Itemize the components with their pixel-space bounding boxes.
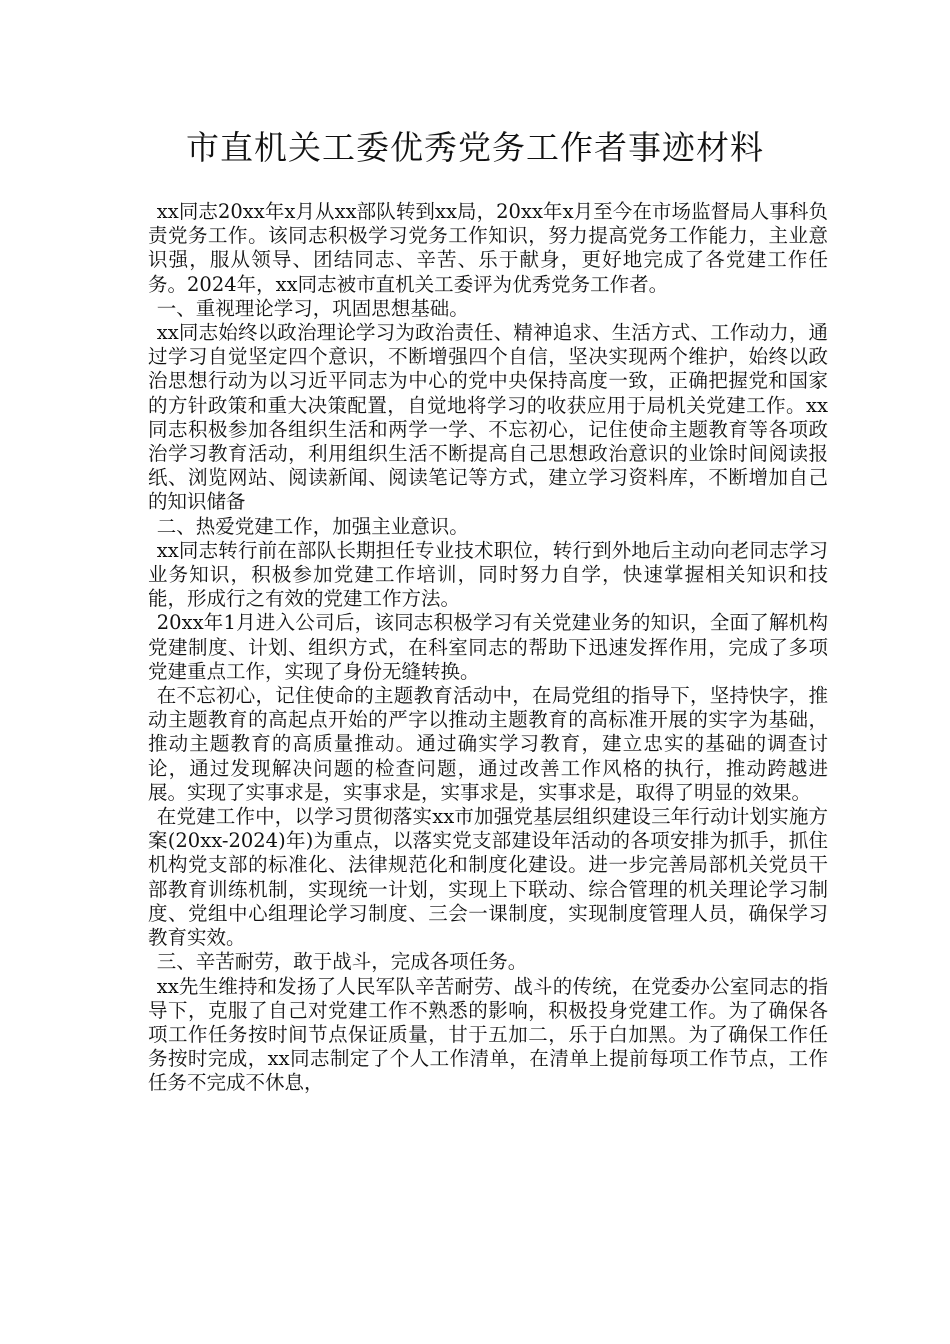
paragraph-party-building: 在党建工作中，以学习贯彻落实xx市加强党基层组织建设三年行动计划实施方案(20xx-2024)年)为重点，以落实党支部建设年活动的各项安排为抓手，抓住机构党支部的标准化、法律规范化和制度化建设。进一步完善局部机关党员干部教育训练机制，实现统一计划，实现上下联动、综合管理的机关理论学习制度、党组中心组理论学习制度、三会一课制度，实现制度管理人员，确保学习教育实效。 xyxy=(148,805,828,950)
paragraph-theory-study: xx同志始终以政治理论学习为政治责任、精神追求、生活方式、工作动力，通过学习自觉坚定四个意识，不断增强四个自信，坚决实现两个维护，始终以政治思想行动为以习近平同志为中心的党中央保持高度一致，正确把握党和国家的方针政策和重大决策配置，自觉地将学习的收获应用于局机关党建工作。xx同志积极参加各组织生活和两学一学、不忘初心，记住使命主题教育等各项政治学习教育活动，利用组织生活不断提高自己思想政治意识的业馀时间阅读报纸、浏览网站、阅读新闻、阅读笔记等方式，建立学习资料库，不断增加自己的知识储备 xyxy=(148,321,828,514)
section-heading-1: 一、重视理论学习，巩固思想基础。 xyxy=(156,296,469,320)
section-heading-2: 二、热爱党建工作，加强主业意识。 xyxy=(156,514,469,538)
document-body xyxy=(148,200,828,1096)
paragraph-intro: xx同志20xx年x月从xx部队转到xx局，20xx年x月至今在市场监督局人事科负责党务工作。该同志积极学习党务工作知识，努力提高党务工作能力，主业意识强，服从领导、团结同志、辛苦、乐于献身，更好地完成了各党建工作任务。2024年，xx同志被市直机关工委评为优秀党务工作者。 xyxy=(148,200,828,296)
paragraph-career-transition: xx同志转行前在部队长期担任专业技术职位，转行到外地后主动向老同志学习业务知识，积极参加党建工作培训，同时努力自学，快速掌握相关知识和技能，形成行之有效的党建工作方法。 xyxy=(148,538,828,611)
section-heading-3: 三、辛苦耐劳，敢于战斗，完成各项任务。 xyxy=(156,950,528,974)
paragraph-joining: 20xx年1月进入公司后，该同志积极学习有关党建业务的知识，全面了解机构党建制度、计划、组织方式，在科室同志的帮助下迅速发挥作用，完成了多项党建重点工作，实现了身份无缝转换。 xyxy=(148,611,828,683)
paragraph-hard-work: xx先生维持和发扬了人民军队辛苦耐劳、战斗的传统，在党委办公室同志的指导下，克服了自己对党建工作不熟悉的影响，积极投身党建工作。为了确保各项工作任务按时间节点保证质量，甘于五加二，乐于白加黑。为了确保工作任务按时完成，xx同志制定了个人工作清单，在清单上提前每项工作节点，工作任务不完成不休息， xyxy=(148,974,828,1095)
document-title: 市直机关工委优秀党务工作者事迹材料 xyxy=(186,128,764,167)
paragraph-theme-education: 在不忘初心，记住使命的主题教育活动中，在局党组的指导下，坚持快字，推动主题教育的高起点开始的严字以推动主题教育的高标准开展的实字为基础，推动主题教育的高质量推动。通过确实学习教育，建立忠实的基础的调查讨论，通过发现解决问题的检查问题，通过改善工作风格的执行，推动跨越进展。实现了实事求是，实事求是，实事求是，实事求是，取得了明显的效果。 xyxy=(148,684,828,804)
